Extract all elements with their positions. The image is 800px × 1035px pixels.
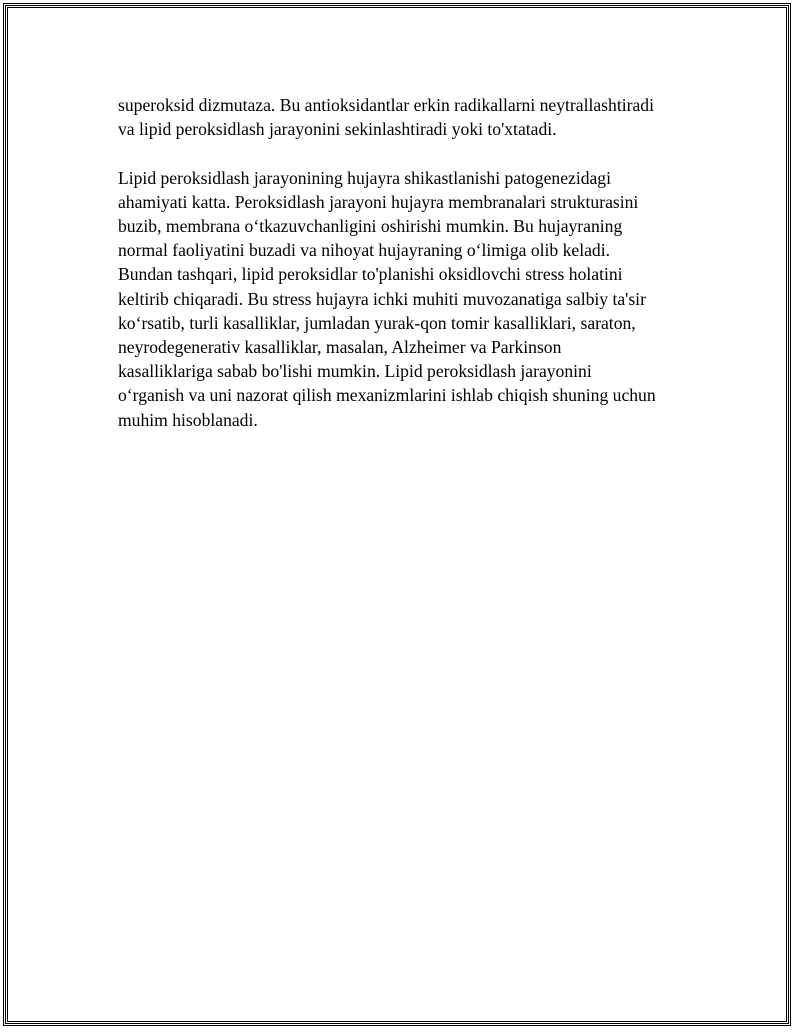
paragraph-1 bbox=[118, 93, 684, 141]
paragraph-2 bbox=[118, 166, 684, 432]
text-line: va lipid peroksidlash jarayonini sekinlashtiradi yoki to'xtatadi. bbox=[118, 119, 557, 140]
document-body bbox=[118, 93, 684, 432]
text-line: ko‘rsatib, turli kasalliklar, jumladan yurak-qon tomir kasalliklari, saraton, bbox=[118, 312, 636, 333]
text-line: normal faoliyatini buzadi va nihoyat hujayraning o‘limiga olib keladi. bbox=[118, 240, 611, 261]
text-line: keltirib chiqaradi. Bu stress hujayra ichki muhiti muvozanatiga salbiy ta'sir bbox=[118, 288, 646, 309]
text-line: ahamiyati katta. Peroksidlash jarayoni hujayra membranalari strukturasini bbox=[118, 191, 639, 212]
text-line: superoksid dizmutaza. Bu antioksidantlar erkin radikallarni neytrallashtiradi bbox=[118, 95, 654, 115]
text-line: o‘rganish va uni nazorat qilish mexanizmlarini ishlab chiqish shuning uchun bbox=[118, 385, 656, 406]
text-line: buzib, membrana o‘tkazuvchanligini oshirishi mumkin. Bu hujayraning bbox=[118, 216, 623, 236]
text-line: kasalliklariga sabab bo'lishi mumkin. Lipid peroksidlash jarayonini bbox=[118, 361, 592, 382]
text-line: Lipid peroksidlash jarayonining hujayra shikastlanishi patogenezidagi bbox=[118, 167, 611, 188]
paragraph-spacer bbox=[118, 141, 684, 165]
text-line: muhim hisoblanadi. bbox=[118, 409, 258, 430]
text-line: neyrodegenerativ kasalliklar, masalan, Alzheimer va Parkinson bbox=[118, 337, 562, 358]
text-line: Bundan tashqari, lipid peroksidlar to'planishi oksidlovchi stress holatini bbox=[118, 264, 623, 285]
